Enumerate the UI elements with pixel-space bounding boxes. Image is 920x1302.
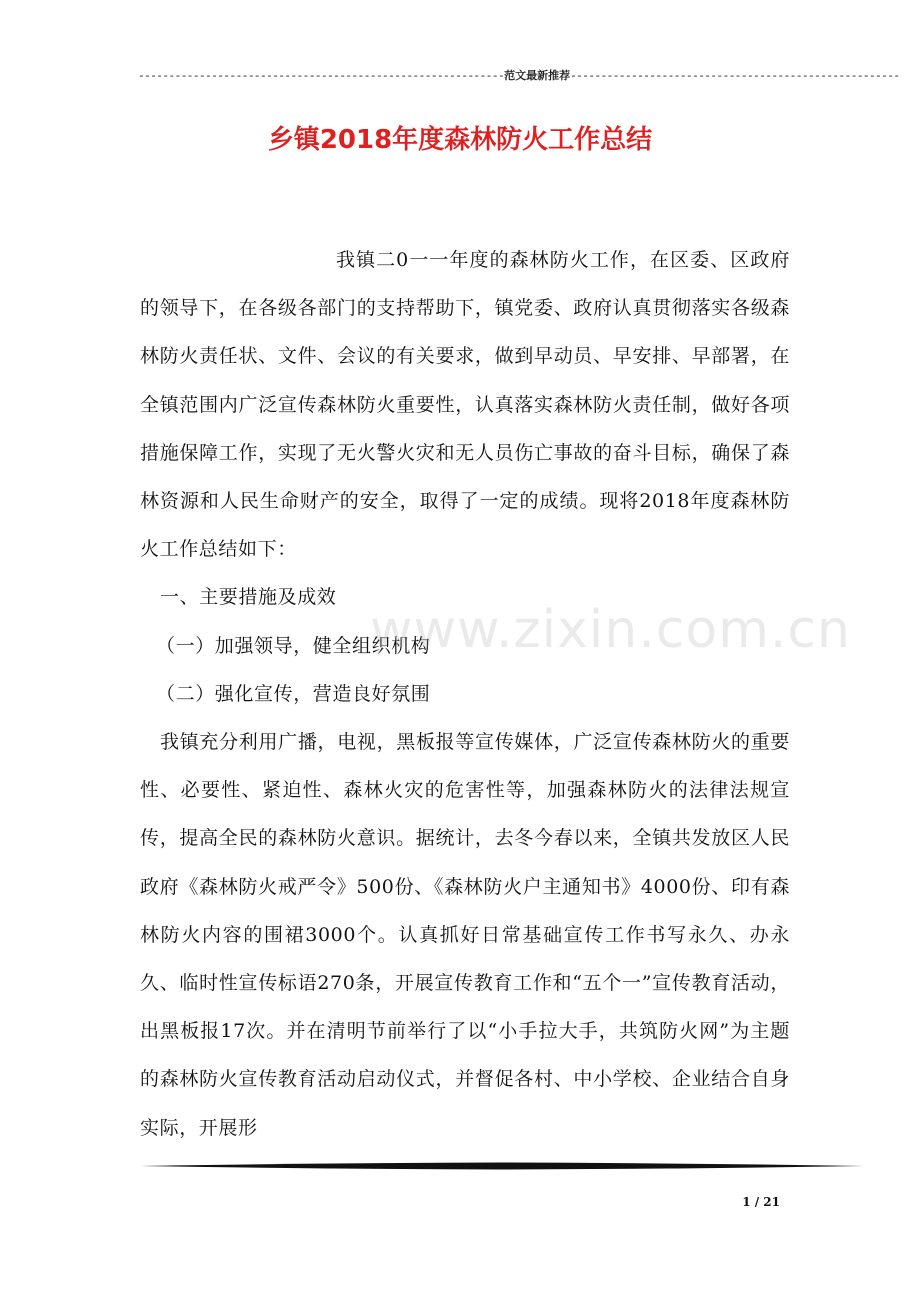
body-paragraph: 我镇充分利用广播，电视，黑板报等宣传媒体，广泛宣传森林防火的重要性、必要性、紧迫性、森林火灾的危害性等，加强森林防火的法律法规宣传，提高全民的森林防火意识。据统计，去冬今春以来，全镇共发放区人民政府《森林防火戒严令》500份、《森林防火户主通知书》4000份、印有森林防火内容的围裙3000个。认真抓好日常基础宣传工作书写永久、办永久、临时性宣传标语270条，开展宣传教育工作和“五个一”宣传教育活动，出黑板报17次。并在清明节前举行了以“小手拉大手，共筑防火网”为主题的森林防火宣传教育活动启动仪式，并督促各村、中小学校、企业结合自身实际，开展形 (140, 731, 790, 1139)
header-label: 范文最新推荐 (504, 69, 571, 82)
intro-paragraph: 我镇二0一一年度的森林防火工作，在区委、区政府的领导下，在各级各部门的支持帮助下，镇党委、政府认真贯彻落实各级森林防火责任状、文件、会议的有关要求，做到早动员、早安排、早部署，在全镇范围内广泛宣传森林防火重要性，认真落实森林防火责任制，做好各项措施保障工作，实现了无火警火灾和无人员伤亡事故的奋斗目标，确保了森林资源和人民生命财产的安全，取得了一定的成绩。现将2018年度森林防火工作总结如下： (140, 249, 790, 561)
header-dashes-left: ------------------------------------------------------------ (138, 71, 505, 83)
subsection-heading-1: （一）加强领导，健全组织机构 (156, 634, 431, 657)
page-number: 1 / 21 (742, 1195, 780, 1209)
page-header (138, 68, 900, 85)
document-title: 乡镇2018年度森林防火工作总结 (267, 125, 653, 155)
watermark-text: www.zixin.com.cn (370, 600, 851, 660)
footer-rule (140, 1162, 864, 1170)
header-dashes-right: ------------------------------------------------------ (570, 71, 900, 83)
document-body (140, 236, 790, 1152)
section-heading: 一、主要措施及成效 (160, 586, 337, 609)
subsection-heading-2: （二）强化宣传，营造良好氛围 (156, 682, 431, 705)
